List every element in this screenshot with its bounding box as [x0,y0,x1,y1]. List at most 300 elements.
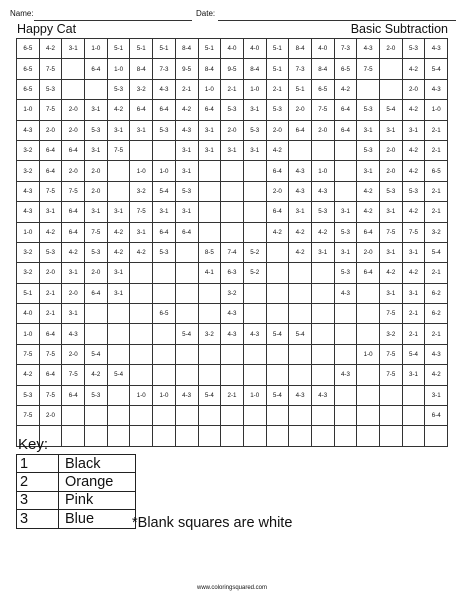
grid-cell[interactable] [334,406,357,426]
grid-cell[interactable]: 4-3 [311,385,334,405]
grid-cell[interactable] [334,385,357,405]
grid-cell[interactable]: 3-2 [425,222,448,242]
grid-cell[interactable] [198,181,221,201]
grid-cell[interactable] [153,140,176,160]
grid-cell[interactable] [221,222,244,242]
grid-cell[interactable]: 7-5 [39,344,62,364]
grid-cell[interactable]: 4-2 [402,140,425,160]
grid-cell[interactable]: 5-3 [334,263,357,283]
grid-cell[interactable]: 3-1 [107,283,130,303]
grid-cell[interactable]: 4-2 [85,365,108,385]
grid-cell[interactable]: 4-3 [17,202,40,222]
grid-cell[interactable]: 2-0 [266,120,289,140]
grid-cell[interactable]: 7-3 [334,39,357,59]
grid-cell[interactable]: 3-1 [289,202,312,222]
grid-cell[interactable]: 4-3 [17,181,40,201]
grid-cell[interactable]: 2-1 [221,79,244,99]
grid-cell[interactable]: 4-3 [153,79,176,99]
grid-cell[interactable] [266,426,289,446]
grid-cell[interactable]: 5-4 [425,242,448,262]
grid-cell[interactable]: 4-2 [62,242,85,262]
grid-cell[interactable] [175,283,198,303]
grid-cell[interactable] [85,406,108,426]
grid-cell[interactable]: 2-0 [221,120,244,140]
grid-cell[interactable] [289,406,312,426]
grid-cell[interactable] [311,365,334,385]
grid-cell[interactable]: 8-4 [289,39,312,59]
grid-cell[interactable] [107,181,130,201]
grid-cell[interactable]: 1-0 [198,79,221,99]
grid-cell[interactable]: 6-2 [425,283,448,303]
grid-cell[interactable]: 6-4 [39,161,62,181]
grid-cell[interactable]: 4-2 [107,100,130,120]
grid-cell[interactable]: 3-2 [380,324,403,344]
grid-cell[interactable]: 2-0 [380,161,403,181]
grid-cell[interactable]: 3-1 [402,120,425,140]
grid-cell[interactable] [221,202,244,222]
grid-cell[interactable] [334,181,357,201]
grid-cell[interactable]: 4-0 [17,304,40,324]
grid-cell[interactable]: 6-4 [153,222,176,242]
grid-cell[interactable]: 5-1 [107,39,130,59]
grid-cell[interactable]: 4-3 [175,120,198,140]
grid-cell[interactable] [243,161,266,181]
grid-cell[interactable]: 4-2 [311,222,334,242]
grid-cell[interactable] [153,406,176,426]
grid-cell[interactable]: 4-2 [39,222,62,242]
grid-cell[interactable]: 4-2 [107,222,130,242]
grid-cell[interactable]: 5-3 [243,120,266,140]
grid-cell[interactable]: 5-3 [266,100,289,120]
grid-cell[interactable] [221,181,244,201]
grid-cell[interactable]: 2-0 [402,79,425,99]
grid-cell[interactable] [266,365,289,385]
grid-cell[interactable]: 2-1 [175,79,198,99]
grid-cell[interactable]: 4-2 [17,365,40,385]
grid-cell[interactable]: 6-4 [62,202,85,222]
grid-cell[interactable]: 2-1 [221,385,244,405]
grid-cell[interactable]: 1-0 [243,79,266,99]
grid-cell[interactable] [311,283,334,303]
grid-cell[interactable] [107,324,130,344]
grid-cell[interactable]: 6-4 [334,100,357,120]
grid-cell[interactable] [402,385,425,405]
grid-cell[interactable] [153,365,176,385]
grid-cell[interactable]: 4-3 [62,324,85,344]
footer-url[interactable]: www.coloringsquared.com [196,585,268,591]
grid-cell[interactable]: 5-3 [380,181,403,201]
grid-cell[interactable]: 4-2 [266,140,289,160]
grid-cell[interactable]: 2-0 [311,120,334,140]
grid-cell[interactable]: 4-3 [289,385,312,405]
grid-cell[interactable] [107,161,130,181]
grid-cell[interactable]: 2-1 [39,283,62,303]
grid-cell[interactable]: 3-1 [380,202,403,222]
grid-cell[interactable]: 3-1 [221,140,244,160]
grid-cell[interactable]: 8-4 [243,59,266,79]
grid-cell[interactable]: 7-3 [289,59,312,79]
grid-cell[interactable]: 8-4 [130,59,153,79]
grid-cell[interactable]: 5-3 [85,385,108,405]
grid-cell[interactable]: 5-3 [334,222,357,242]
grid-cell[interactable]: 4-3 [425,39,448,59]
grid-cell[interactable]: 7-5 [380,365,403,385]
grid-cell[interactable]: 6-5 [425,161,448,181]
grid-cell[interactable]: 3-1 [107,120,130,140]
grid-cell[interactable]: 3-1 [130,222,153,242]
grid-cell[interactable]: 3-1 [107,263,130,283]
grid-cell[interactable]: 6-4 [39,324,62,344]
grid-cell[interactable]: 1-0 [153,161,176,181]
grid-cell[interactable] [221,406,244,426]
grid-cell[interactable] [380,406,403,426]
grid-cell[interactable] [153,324,176,344]
grid-cell[interactable] [402,406,425,426]
grid-cell[interactable]: 5-4 [153,181,176,201]
grid-cell[interactable]: 4-3 [311,181,334,201]
grid-cell[interactable] [380,59,403,79]
grid-cell[interactable]: 5-4 [266,385,289,405]
grid-cell[interactable] [62,79,85,99]
grid-cell[interactable] [334,140,357,160]
grid-cell[interactable] [107,406,130,426]
grid-cell[interactable]: 6-4 [266,202,289,222]
grid-cell[interactable]: 6-4 [425,406,448,426]
grid-cell[interactable] [153,344,176,364]
grid-cell[interactable] [198,161,221,181]
grid-cell[interactable] [243,406,266,426]
grid-cell[interactable] [198,222,221,242]
name-line[interactable] [34,20,192,21]
grid-cell[interactable] [130,263,153,283]
grid-cell[interactable] [311,406,334,426]
grid-cell[interactable]: 4-3 [357,39,380,59]
grid-cell[interactable]: 5-3 [85,242,108,262]
grid-cell[interactable] [198,365,221,385]
grid-cell[interactable] [198,283,221,303]
grid-cell[interactable] [357,283,380,303]
grid-cell[interactable]: 7-5 [107,140,130,160]
grid-cell[interactable]: 2-0 [62,120,85,140]
grid-cell[interactable]: 5-4 [425,59,448,79]
grid-cell[interactable]: 3-1 [380,283,403,303]
grid-cell[interactable] [85,304,108,324]
grid-cell[interactable]: 2-0 [380,140,403,160]
grid-cell[interactable] [311,263,334,283]
grid-cell[interactable]: 5-4 [107,365,130,385]
grid-cell[interactable] [311,304,334,324]
grid-cell[interactable] [221,426,244,446]
grid-cell[interactable]: 7-4 [221,242,244,262]
grid-cell[interactable]: 7-5 [17,406,40,426]
grid-cell[interactable]: 3-2 [17,242,40,262]
grid-cell[interactable]: 5-3 [39,242,62,262]
grid-cell[interactable] [130,406,153,426]
grid-cell[interactable] [289,426,312,446]
grid-cell[interactable] [266,242,289,262]
grid-cell[interactable]: 4-0 [311,39,334,59]
grid-cell[interactable]: 2-0 [380,39,403,59]
grid-cell[interactable]: 2-0 [62,100,85,120]
grid-cell[interactable] [289,140,312,160]
grid-cell[interactable] [130,140,153,160]
grid-cell[interactable]: 1-0 [357,344,380,364]
grid-cell[interactable]: 5-3 [221,100,244,120]
grid-cell[interactable]: 5-3 [357,100,380,120]
grid-cell[interactable] [243,426,266,446]
grid-cell[interactable]: 1-0 [311,161,334,181]
grid-cell[interactable]: 6-3 [221,263,244,283]
grid-cell[interactable]: 4-2 [402,100,425,120]
grid-cell[interactable]: 3-1 [198,120,221,140]
grid-cell[interactable] [425,426,448,446]
grid-cell[interactable] [130,426,153,446]
grid-cell[interactable]: 6-4 [334,120,357,140]
grid-cell[interactable] [175,426,198,446]
grid-cell[interactable]: 4-2 [289,242,312,262]
grid-cell[interactable]: 6-4 [153,100,176,120]
grid-cell[interactable] [334,161,357,181]
grid-cell[interactable] [107,304,130,324]
grid-cell[interactable]: 3-1 [334,202,357,222]
grid-cell[interactable]: 1-0 [153,385,176,405]
grid-cell[interactable]: 5-2 [243,263,266,283]
grid-cell[interactable]: 2-0 [39,406,62,426]
grid-cell[interactable] [175,365,198,385]
grid-cell[interactable] [357,304,380,324]
grid-cell[interactable]: 4-3 [289,181,312,201]
grid-cell[interactable]: 4-2 [380,263,403,283]
grid-cell[interactable]: 5-4 [198,385,221,405]
grid-cell[interactable]: 3-2 [130,181,153,201]
grid-cell[interactable]: 2-1 [425,263,448,283]
grid-cell[interactable]: 6-4 [39,365,62,385]
grid-cell[interactable]: 4-3 [289,161,312,181]
grid-cell[interactable] [334,324,357,344]
grid-cell[interactable] [289,283,312,303]
grid-cell[interactable] [107,426,130,446]
grid-cell[interactable] [380,385,403,405]
grid-cell[interactable]: 4-3 [221,304,244,324]
grid-cell[interactable]: 3-1 [402,365,425,385]
grid-cell[interactable]: 5-1 [266,39,289,59]
grid-cell[interactable] [175,263,198,283]
grid-cell[interactable]: 5-4 [175,324,198,344]
grid-cell[interactable] [266,304,289,324]
grid-cell[interactable]: 4-1 [198,263,221,283]
grid-cell[interactable]: 1-0 [85,39,108,59]
grid-cell[interactable]: 2-0 [62,344,85,364]
grid-cell[interactable]: 4-2 [357,181,380,201]
grid-cell[interactable]: 4-2 [402,202,425,222]
grid-cell[interactable]: 4-3 [334,365,357,385]
grid-cell[interactable]: 6-4 [62,385,85,405]
grid-cell[interactable]: 3-1 [175,202,198,222]
grid-cell[interactable]: 3-2 [130,79,153,99]
grid-cell[interactable] [198,344,221,364]
grid-cell[interactable]: 3-2 [17,140,40,160]
grid-cell[interactable]: 5-2 [243,242,266,262]
date-line[interactable] [218,20,456,21]
grid-cell[interactable] [311,140,334,160]
grid-cell[interactable]: 6-5 [334,59,357,79]
grid-cell[interactable]: 4-3 [175,385,198,405]
grid-cell[interactable]: 5-3 [153,120,176,140]
grid-cell[interactable]: 4-2 [402,161,425,181]
grid-cell[interactable]: 6-4 [62,222,85,242]
grid-cell[interactable]: 6-5 [311,79,334,99]
grid-cell[interactable] [289,263,312,283]
grid-cell[interactable] [357,426,380,446]
grid-cell[interactable]: 6-4 [266,161,289,181]
grid-cell[interactable]: 3-1 [380,242,403,262]
grid-cell[interactable]: 1-0 [17,222,40,242]
grid-cell[interactable]: 3-2 [221,283,244,303]
grid-cell[interactable]: 3-1 [380,120,403,140]
grid-cell[interactable] [357,365,380,385]
grid-cell[interactable]: 3-1 [130,120,153,140]
grid-cell[interactable]: 5-1 [130,39,153,59]
grid-cell[interactable]: 4-0 [243,39,266,59]
grid-cell[interactable]: 3-1 [85,140,108,160]
grid-cell[interactable] [243,222,266,242]
grid-cell[interactable]: 3-1 [85,100,108,120]
grid-cell[interactable]: 2-1 [39,304,62,324]
grid-cell[interactable]: 2-1 [425,120,448,140]
grid-cell[interactable]: 6-4 [85,59,108,79]
grid-cell[interactable] [243,283,266,303]
grid-cell[interactable]: 1-0 [130,385,153,405]
grid-cell[interactable]: 7-5 [85,222,108,242]
grid-cell[interactable]: 5-3 [175,181,198,201]
grid-cell[interactable] [243,181,266,201]
grid-cell[interactable] [107,344,130,364]
grid-cell[interactable]: 2-1 [425,181,448,201]
grid-cell[interactable] [130,283,153,303]
grid-cell[interactable]: 1-0 [17,100,40,120]
grid-cell[interactable]: 6-4 [198,100,221,120]
grid-cell[interactable]: 5-3 [402,39,425,59]
grid-cell[interactable] [130,304,153,324]
grid-cell[interactable]: 6-4 [62,140,85,160]
grid-cell[interactable]: 2-0 [39,263,62,283]
grid-cell[interactable]: 2-1 [402,324,425,344]
grid-cell[interactable] [153,263,176,283]
grid-cell[interactable]: 3-1 [402,242,425,262]
grid-cell[interactable]: 3-1 [334,242,357,262]
grid-cell[interactable]: 7-5 [402,222,425,242]
grid-cell[interactable]: 4-2 [107,242,130,262]
grid-cell[interactable]: 2-0 [39,120,62,140]
grid-cell[interactable]: 4-2 [334,79,357,99]
grid-cell[interactable]: 7-5 [380,304,403,324]
grid-cell[interactable]: 6-5 [17,39,40,59]
grid-cell[interactable]: 3-1 [357,161,380,181]
grid-cell[interactable]: 5-4 [380,100,403,120]
grid-cell[interactable] [175,406,198,426]
grid-cell[interactable]: 4-3 [17,120,40,140]
grid-cell[interactable]: 4-0 [221,39,244,59]
grid-cell[interactable]: 2-1 [402,304,425,324]
grid-cell[interactable]: 7-5 [39,181,62,201]
grid-cell[interactable]: 8-4 [175,39,198,59]
grid-cell[interactable]: 7-5 [62,181,85,201]
grid-cell[interactable]: 5-4 [85,344,108,364]
grid-cell[interactable] [380,79,403,99]
grid-cell[interactable] [85,79,108,99]
grid-cell[interactable]: 4-2 [425,365,448,385]
grid-cell[interactable]: 3-2 [17,161,40,181]
grid-cell[interactable]: 3-1 [311,242,334,262]
grid-cell[interactable]: 4-3 [243,324,266,344]
grid-cell[interactable]: 3-1 [402,283,425,303]
grid-cell[interactable]: 6-5 [17,59,40,79]
grid-cell[interactable]: 4-3 [334,283,357,303]
grid-cell[interactable]: 6-4 [357,263,380,283]
grid-cell[interactable]: 5-4 [266,324,289,344]
grid-cell[interactable]: 9-5 [175,59,198,79]
grid-cell[interactable] [130,324,153,344]
grid-cell[interactable]: 7-5 [39,59,62,79]
grid-cell[interactable] [85,324,108,344]
grid-cell[interactable]: 4-2 [130,242,153,262]
grid-cell[interactable]: 7-5 [380,222,403,242]
grid-cell[interactable]: 2-0 [85,263,108,283]
grid-cell[interactable]: 7-5 [357,59,380,79]
grid-cell[interactable]: 2-0 [62,283,85,303]
grid-cell[interactable]: 6-4 [130,100,153,120]
grid-cell[interactable]: 5-1 [289,79,312,99]
grid-cell[interactable] [130,365,153,385]
grid-cell[interactable] [380,426,403,446]
grid-cell[interactable]: 4-2 [39,39,62,59]
grid-cell[interactable] [175,242,198,262]
grid-cell[interactable]: 5-1 [17,283,40,303]
grid-cell[interactable]: 1-0 [107,59,130,79]
grid-cell[interactable]: 4-2 [266,222,289,242]
grid-cell[interactable]: 5-3 [17,385,40,405]
grid-cell[interactable] [62,406,85,426]
grid-cell[interactable]: 2-1 [266,79,289,99]
grid-cell[interactable]: 3-1 [243,100,266,120]
grid-cell[interactable]: 5-1 [198,39,221,59]
grid-cell[interactable] [266,406,289,426]
grid-cell[interactable] [243,304,266,324]
grid-cell[interactable]: 3-1 [107,202,130,222]
grid-cell[interactable] [243,202,266,222]
grid-cell[interactable]: 3-2 [17,263,40,283]
grid-cell[interactable]: 6-4 [357,222,380,242]
grid-cell[interactable] [334,426,357,446]
grid-cell[interactable]: 2-1 [425,324,448,344]
grid-cell[interactable] [266,344,289,364]
grid-cell[interactable] [62,59,85,79]
grid-cell[interactable]: 3-2 [198,324,221,344]
grid-cell[interactable]: 4-3 [425,344,448,364]
grid-cell[interactable]: 2-0 [289,100,312,120]
grid-cell[interactable]: 4-2 [289,222,312,242]
grid-cell[interactable] [289,344,312,364]
grid-cell[interactable]: 5-3 [39,79,62,99]
grid-cell[interactable]: 7-3 [153,59,176,79]
grid-cell[interactable]: 3-1 [198,140,221,160]
grid-cell[interactable]: 7-5 [17,344,40,364]
grid-cell[interactable]: 8-4 [311,59,334,79]
grid-cell[interactable]: 5-3 [311,202,334,222]
grid-cell[interactable]: 3-1 [85,202,108,222]
grid-cell[interactable]: 3-1 [62,39,85,59]
grid-cell[interactable]: 4-3 [425,79,448,99]
